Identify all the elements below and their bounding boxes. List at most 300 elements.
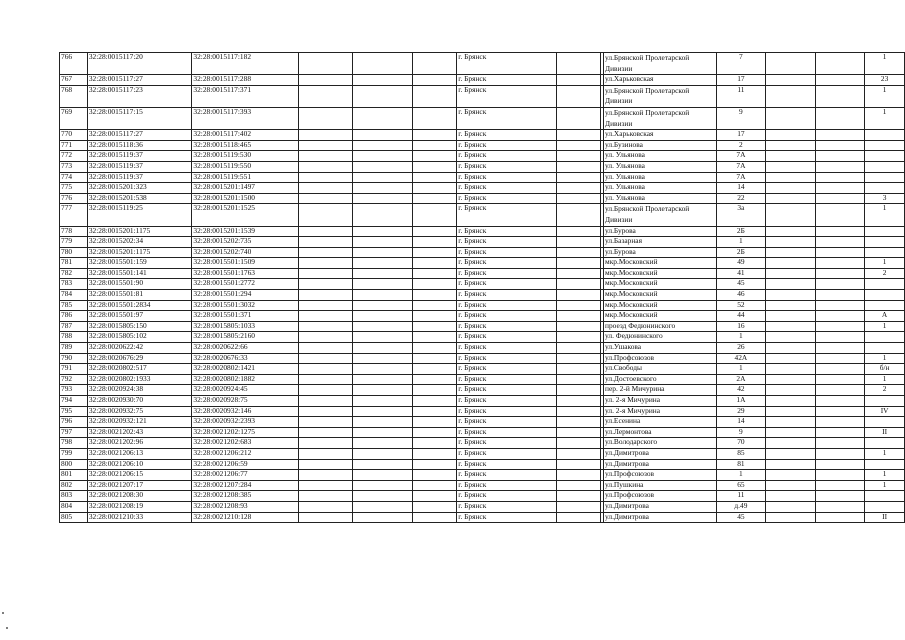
house-number-cell: 22 xyxy=(716,193,766,204)
empty-cell xyxy=(412,385,457,396)
parcel-number-cell: 32:28:0015119:37 xyxy=(87,161,192,172)
empty-cell xyxy=(766,427,815,438)
empty-cell xyxy=(298,268,352,279)
parcel-number-cell: 32:28:0021208:19 xyxy=(87,501,192,512)
empty-cell xyxy=(556,438,601,449)
street-cell: ул. Федюнинского xyxy=(604,332,717,343)
empty-cell xyxy=(298,459,352,470)
empty-cell xyxy=(556,279,601,290)
building-number-cell: 32:28:0015501:371 xyxy=(192,311,299,322)
street-cell: ул.Харьковская xyxy=(604,130,717,141)
unit-cell xyxy=(865,140,905,151)
empty-cell xyxy=(815,85,864,107)
unit-cell xyxy=(865,396,905,407)
empty-cell xyxy=(766,512,815,523)
parcel-number-cell: 32:28:0021206:13 xyxy=(87,448,192,459)
empty-cell xyxy=(766,300,815,311)
empty-cell xyxy=(298,226,352,237)
empty-cell xyxy=(815,140,864,151)
parcel-number-cell: 32:28:0015119:37 xyxy=(87,151,192,162)
empty-cell xyxy=(815,130,864,141)
unit-cell: 1 xyxy=(865,204,905,226)
building-number-cell: 32:28:0020676:33 xyxy=(192,353,299,364)
empty-cell xyxy=(815,279,864,290)
empty-cell xyxy=(412,438,457,449)
building-number-cell: 32:28:0015201:1525 xyxy=(192,204,299,226)
unit-cell xyxy=(865,438,905,449)
empty-cell xyxy=(412,247,457,258)
city-cell: г. Брянск xyxy=(457,75,556,86)
unit-cell xyxy=(865,501,905,512)
unit-cell: б/н xyxy=(865,364,905,375)
city-cell: г. Брянск xyxy=(457,512,556,523)
row-number-cell: 784 xyxy=(60,290,88,301)
table-row xyxy=(60,130,905,141)
unit-cell xyxy=(865,290,905,301)
house-number-cell: 45 xyxy=(716,512,766,523)
empty-cell xyxy=(298,364,352,375)
city-cell: г. Брянск xyxy=(457,385,556,396)
city-cell: г. Брянск xyxy=(457,258,556,269)
row-number-cell: 767 xyxy=(60,75,88,86)
street-cell: ул.Володарского xyxy=(604,438,717,449)
house-number-cell: 2Б xyxy=(716,226,766,237)
empty-cell xyxy=(412,459,457,470)
parcel-number-cell: 32:28:0015119:25 xyxy=(87,204,192,226)
empty-cell xyxy=(412,353,457,364)
empty-cell xyxy=(556,53,601,75)
empty-cell xyxy=(815,512,864,523)
empty-cell xyxy=(766,85,815,107)
empty-cell xyxy=(353,385,412,396)
table-row xyxy=(60,247,905,258)
empty-cell xyxy=(353,183,412,194)
city-cell: г. Брянск xyxy=(457,321,556,332)
empty-cell xyxy=(766,130,815,141)
house-number-cell: 42 xyxy=(716,385,766,396)
empty-cell xyxy=(412,321,457,332)
empty-cell xyxy=(815,427,864,438)
table-row xyxy=(60,258,905,269)
street-cell: ул. 2-я Мичурина xyxy=(604,406,717,417)
empty-cell xyxy=(298,193,352,204)
empty-cell xyxy=(556,226,601,237)
unit-cell xyxy=(865,172,905,183)
empty-cell xyxy=(412,258,457,269)
city-cell: г. Брянск xyxy=(457,161,556,172)
empty-cell xyxy=(412,130,457,141)
building-number-cell: 32:28:0021206:59 xyxy=(192,459,299,470)
city-cell: г. Брянск xyxy=(457,438,556,449)
house-number-cell: 11 xyxy=(716,85,766,107)
table-row xyxy=(60,417,905,428)
empty-cell xyxy=(353,448,412,459)
empty-cell xyxy=(815,321,864,332)
row-number-cell: 773 xyxy=(60,161,88,172)
unit-cell xyxy=(865,247,905,258)
empty-cell xyxy=(766,75,815,86)
empty-cell xyxy=(298,85,352,107)
empty-cell xyxy=(412,85,457,107)
row-number-cell: 800 xyxy=(60,459,88,470)
city-cell: г. Брянск xyxy=(457,300,556,311)
house-number-cell: 9 xyxy=(716,427,766,438)
empty-cell xyxy=(353,193,412,204)
city-cell: г. Брянск xyxy=(457,151,556,162)
empty-cell xyxy=(412,448,457,459)
row-number-cell: 781 xyxy=(60,258,88,269)
house-number-cell: 46 xyxy=(716,290,766,301)
empty-cell xyxy=(556,491,601,502)
parcel-number-cell: 32:28:0015201:538 xyxy=(87,193,192,204)
table-row xyxy=(60,491,905,502)
house-number-cell: 49 xyxy=(716,258,766,269)
empty-cell xyxy=(815,364,864,375)
house-number-cell: 2Б xyxy=(716,247,766,258)
house-number-cell: 7 xyxy=(716,53,766,75)
empty-cell xyxy=(298,53,352,75)
empty-cell xyxy=(766,172,815,183)
building-number-cell: 32:28:0021208:385 xyxy=(192,491,299,502)
parcel-number-cell: 32:28:0021206:15 xyxy=(87,470,192,481)
empty-cell xyxy=(766,161,815,172)
empty-cell xyxy=(298,311,352,322)
scan-speck xyxy=(6,627,8,629)
building-number-cell: 32:28:0015201:1539 xyxy=(192,226,299,237)
street-cell: ул.Димитрова xyxy=(604,512,717,523)
row-number-cell: 775 xyxy=(60,183,88,194)
table-body xyxy=(60,53,905,523)
table-row xyxy=(60,140,905,151)
city-cell: г. Брянск xyxy=(457,491,556,502)
parcel-number-cell: 32:28:0015501:2834 xyxy=(87,300,192,311)
empty-cell xyxy=(412,53,457,75)
building-number-cell: 32:28:0015119:530 xyxy=(192,151,299,162)
empty-cell xyxy=(412,151,457,162)
empty-cell xyxy=(766,237,815,248)
street-cell: ул. Ульянова xyxy=(604,193,717,204)
table-row xyxy=(60,353,905,364)
empty-cell xyxy=(412,364,457,375)
table-row xyxy=(60,385,905,396)
parcel-number-cell: 32:28:0015119:37 xyxy=(87,172,192,183)
building-number-cell: 32:28:0015117:288 xyxy=(192,75,299,86)
empty-cell xyxy=(353,406,412,417)
empty-cell xyxy=(815,374,864,385)
street-cell: ул.Брянской Пролетарской Дивизии xyxy=(604,85,717,107)
table-row xyxy=(60,459,905,470)
empty-cell xyxy=(556,427,601,438)
empty-cell xyxy=(766,151,815,162)
empty-cell xyxy=(298,512,352,523)
empty-cell xyxy=(353,343,412,354)
empty-cell xyxy=(353,279,412,290)
empty-cell xyxy=(412,406,457,417)
building-number-cell: 32:28:0020928:75 xyxy=(192,396,299,407)
empty-cell xyxy=(298,151,352,162)
street-cell: ул.Брянской Пролетарской Дивизии xyxy=(604,53,717,75)
unit-cell: 1 xyxy=(865,353,905,364)
empty-cell xyxy=(298,427,352,438)
empty-cell xyxy=(766,459,815,470)
empty-cell xyxy=(766,438,815,449)
empty-cell xyxy=(556,247,601,258)
building-number-cell: 32:28:0015117:402 xyxy=(192,130,299,141)
row-number-cell: 796 xyxy=(60,417,88,428)
street-cell: ул.Есенина xyxy=(604,417,717,428)
unit-cell: 1 xyxy=(865,470,905,481)
city-cell: г. Брянск xyxy=(457,470,556,481)
row-number-cell: 790 xyxy=(60,353,88,364)
parcel-number-cell: 32:28:0015501:159 xyxy=(87,258,192,269)
empty-cell xyxy=(766,321,815,332)
row-number-cell: 794 xyxy=(60,396,88,407)
empty-cell xyxy=(412,204,457,226)
empty-cell xyxy=(556,353,601,364)
city-cell: г. Брянск xyxy=(457,53,556,75)
city-cell: г. Брянск xyxy=(457,374,556,385)
city-cell: г. Брянск xyxy=(457,406,556,417)
parcel-number-cell: 32:28:0015201:323 xyxy=(87,183,192,194)
empty-cell xyxy=(556,385,601,396)
building-number-cell: 32:28:0020932:146 xyxy=(192,406,299,417)
building-number-cell: 32:28:0015117:393 xyxy=(192,107,299,129)
empty-cell xyxy=(353,258,412,269)
table-row xyxy=(60,172,905,183)
empty-cell xyxy=(412,491,457,502)
street-cell: ул.Димитрова xyxy=(604,448,717,459)
city-cell: г. Брянск xyxy=(457,332,556,343)
empty-cell xyxy=(412,140,457,151)
empty-cell xyxy=(353,470,412,481)
empty-cell xyxy=(815,332,864,343)
empty-cell xyxy=(815,53,864,75)
empty-cell xyxy=(815,161,864,172)
unit-cell: II xyxy=(865,427,905,438)
empty-cell xyxy=(412,343,457,354)
parcel-number-cell: 32:28:0020622:42 xyxy=(87,343,192,354)
row-number-cell: 777 xyxy=(60,204,88,226)
empty-cell xyxy=(556,183,601,194)
empty-cell xyxy=(556,396,601,407)
empty-cell xyxy=(298,321,352,332)
city-cell: г. Брянск xyxy=(457,130,556,141)
empty-cell xyxy=(298,237,352,248)
empty-cell xyxy=(412,226,457,237)
unit-cell xyxy=(865,279,905,290)
empty-cell xyxy=(353,75,412,86)
house-number-cell: 17 xyxy=(716,75,766,86)
empty-cell xyxy=(815,247,864,258)
empty-cell xyxy=(298,332,352,343)
empty-cell xyxy=(353,247,412,258)
street-cell: ул.Харьковская xyxy=(604,75,717,86)
empty-cell xyxy=(815,396,864,407)
empty-cell xyxy=(412,290,457,301)
empty-cell xyxy=(298,491,352,502)
parcel-number-cell: 32:28:0015805:150 xyxy=(87,321,192,332)
empty-cell xyxy=(412,107,457,129)
house-number-cell: 7А xyxy=(716,161,766,172)
city-cell: г. Брянск xyxy=(457,396,556,407)
empty-cell xyxy=(815,343,864,354)
empty-cell xyxy=(766,226,815,237)
empty-cell xyxy=(815,353,864,364)
empty-cell xyxy=(815,226,864,237)
empty-cell xyxy=(412,75,457,86)
city-cell: г. Брянск xyxy=(457,268,556,279)
table-row xyxy=(60,427,905,438)
empty-cell xyxy=(298,470,352,481)
row-number-cell: 798 xyxy=(60,438,88,449)
table-row xyxy=(60,311,905,322)
empty-cell xyxy=(766,290,815,301)
unit-cell xyxy=(865,300,905,311)
city-cell: г. Брянск xyxy=(457,107,556,129)
empty-cell xyxy=(298,300,352,311)
empty-cell xyxy=(815,480,864,491)
building-number-cell: 32:28:0015501:1509 xyxy=(192,258,299,269)
building-number-cell: 32:28:0020622:66 xyxy=(192,343,299,354)
table-row xyxy=(60,480,905,491)
building-number-cell: 32:28:0015119:551 xyxy=(192,172,299,183)
street-cell: ул.Димитрова xyxy=(604,459,717,470)
street-cell: мкр.Московский xyxy=(604,290,717,301)
parcel-number-cell: 32:28:0021207:17 xyxy=(87,480,192,491)
empty-cell xyxy=(766,417,815,428)
table-row xyxy=(60,300,905,311)
building-number-cell: 32:28:0015501:3032 xyxy=(192,300,299,311)
street-cell: ул.Лермонтова xyxy=(604,427,717,438)
empty-cell xyxy=(298,343,352,354)
parcel-number-cell: 32:28:0015202:34 xyxy=(87,237,192,248)
city-cell: г. Брянск xyxy=(457,480,556,491)
house-number-cell: д.49 xyxy=(716,501,766,512)
empty-cell xyxy=(815,172,864,183)
street-cell: ул.Профсоюзов xyxy=(604,491,717,502)
empty-cell xyxy=(298,417,352,428)
empty-cell xyxy=(766,268,815,279)
empty-cell xyxy=(556,332,601,343)
empty-cell xyxy=(353,290,412,301)
parcel-number-cell: 32:28:0020924:38 xyxy=(87,385,192,396)
empty-cell xyxy=(353,480,412,491)
parcel-number-cell: 32:28:0021202:96 xyxy=(87,438,192,449)
city-cell: г. Брянск xyxy=(457,290,556,301)
empty-cell xyxy=(556,321,601,332)
building-number-cell: 32:28:0020802:1882 xyxy=(192,374,299,385)
empty-cell xyxy=(766,247,815,258)
unit-cell: 3 xyxy=(865,193,905,204)
table-row xyxy=(60,151,905,162)
empty-cell xyxy=(556,204,601,226)
parcel-number-cell: 32:28:0020930:70 xyxy=(87,396,192,407)
house-number-cell: 1А xyxy=(716,396,766,407)
house-number-cell: 1 xyxy=(716,332,766,343)
row-number-cell: 768 xyxy=(60,85,88,107)
empty-cell xyxy=(353,140,412,151)
row-number-cell: 776 xyxy=(60,193,88,204)
table-row xyxy=(60,448,905,459)
city-cell: г. Брянск xyxy=(457,204,556,226)
empty-cell xyxy=(353,107,412,129)
city-cell: г. Брянск xyxy=(457,459,556,470)
row-number-cell: 785 xyxy=(60,300,88,311)
parcel-number-cell: 32:28:0015201:1175 xyxy=(87,226,192,237)
empty-cell xyxy=(353,268,412,279)
street-cell: ул.Профсоюзов xyxy=(604,470,717,481)
empty-cell xyxy=(353,501,412,512)
city-cell: г. Брянск xyxy=(457,353,556,364)
empty-cell xyxy=(815,75,864,86)
empty-cell xyxy=(298,406,352,417)
empty-cell xyxy=(766,258,815,269)
empty-cell xyxy=(353,226,412,237)
house-number-cell: 2 xyxy=(716,140,766,151)
row-number-cell: 769 xyxy=(60,107,88,129)
street-cell: пер. 2-й Мичурина xyxy=(604,385,717,396)
empty-cell xyxy=(556,172,601,183)
row-number-cell: 787 xyxy=(60,321,88,332)
row-number-cell: 801 xyxy=(60,470,88,481)
registry-table xyxy=(59,52,905,523)
table-row xyxy=(60,332,905,343)
unit-cell: 1 xyxy=(865,53,905,75)
street-cell: ул.Димитрова xyxy=(604,501,717,512)
empty-cell xyxy=(766,332,815,343)
empty-cell xyxy=(353,364,412,375)
row-number-cell: 774 xyxy=(60,172,88,183)
row-number-cell: 797 xyxy=(60,427,88,438)
building-number-cell: 32:28:0021202:1275 xyxy=(192,427,299,438)
empty-cell xyxy=(766,406,815,417)
city-cell: г. Брянск xyxy=(457,237,556,248)
parcel-number-cell: 32:28:0015117:27 xyxy=(87,130,192,141)
empty-cell xyxy=(298,448,352,459)
empty-cell xyxy=(353,53,412,75)
empty-cell xyxy=(766,193,815,204)
unit-cell xyxy=(865,161,905,172)
empty-cell xyxy=(766,364,815,375)
parcel-number-cell: 32:28:0015501:81 xyxy=(87,290,192,301)
empty-cell xyxy=(815,193,864,204)
unit-cell xyxy=(865,151,905,162)
unit-cell: II xyxy=(865,512,905,523)
parcel-number-cell: 32:28:0020932:75 xyxy=(87,406,192,417)
row-number-cell: 770 xyxy=(60,130,88,141)
empty-cell xyxy=(815,438,864,449)
house-number-cell: 3а xyxy=(716,204,766,226)
building-number-cell: 32:28:0015118:465 xyxy=(192,140,299,151)
empty-cell xyxy=(353,172,412,183)
parcel-number-cell: 32:28:0021208:30 xyxy=(87,491,192,502)
house-number-cell: 65 xyxy=(716,480,766,491)
unit-cell xyxy=(865,183,905,194)
empty-cell xyxy=(353,438,412,449)
empty-cell xyxy=(556,140,601,151)
empty-cell xyxy=(353,332,412,343)
parcel-number-cell: 32:28:0020932:121 xyxy=(87,417,192,428)
unit-cell: 1 xyxy=(865,321,905,332)
table-row xyxy=(60,107,905,129)
row-number-cell: 782 xyxy=(60,268,88,279)
table-row xyxy=(60,204,905,226)
empty-cell xyxy=(815,470,864,481)
parcel-number-cell: 32:28:0015201:1175 xyxy=(87,247,192,258)
unit-cell: 2 xyxy=(865,268,905,279)
building-number-cell: 32:28:0015501:2772 xyxy=(192,279,299,290)
empty-cell xyxy=(556,161,601,172)
